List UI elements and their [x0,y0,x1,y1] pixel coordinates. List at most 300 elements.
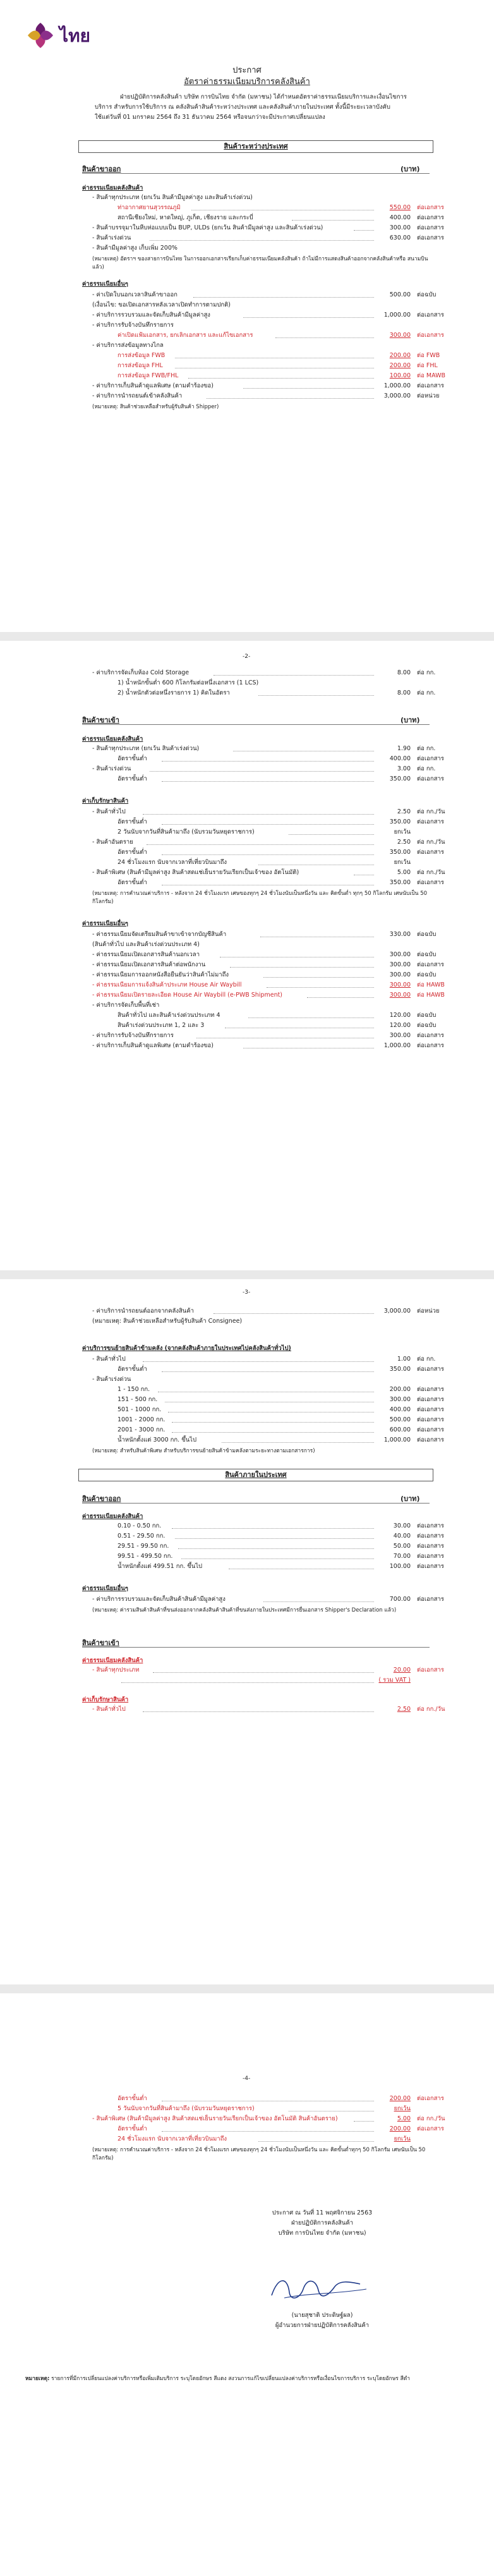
storage-fee-title: ค่าธรรมเนียมคลังสินค้า [82,1513,143,1520]
fee-value: 40.00 [393,1533,411,1540]
fee-value: 200.00 [389,362,411,369]
fee-row [0,1307,494,1316]
dot-leader [143,1355,374,1362]
fee-value: 350.00 [389,1366,411,1373]
dot-leader [181,1552,374,1559]
fee-row [0,193,494,202]
page-separator [0,632,494,641]
fee-value: 400.00 [389,755,411,762]
fee-row [0,951,494,959]
fee-label: 0.51 - 29.50 กก. [117,1533,166,1540]
fee-value: 1.00 [397,1356,411,1363]
fee-label: 24 ชั่วโมงแรก นับจากเวลาที่เที่ยวบินมาถึง [117,2136,227,2142]
fee-row [0,1375,494,1384]
dot-leader [158,1385,374,1392]
fee-label: อัตราขั้นต่ำ [117,755,147,762]
fee-label: - สินค้าทุกประเภท [92,1667,140,1674]
fee-label: - สินค้าอันตราย [92,839,133,846]
fee-label: - ค่าธรรมเนียมจัดเตรียมสินค้าขาเข้าจากบัญชีสินค้า [92,931,227,938]
dot-leader [162,755,374,762]
fee-unit: ต่อเอกสาร [417,1032,444,1039]
fee-label: 151 - 500 กก. [117,1396,158,1403]
fee-label: อัตราขั้นต่ำ [117,2095,147,2102]
fee-value: 300.00 [389,332,411,339]
fee-unit: ต่อฉบับ [417,951,437,958]
fee-label: 5 วันนับจากวันที่สินค้ามาถึง (นับรวมวันหยุดราชการ) [117,2105,255,2112]
fee-label: 29.51 - 99.50 กก. [117,1543,169,1550]
fee-value: 550.00 [389,204,411,211]
dot-leader [292,214,374,221]
fee-unit: ต่อ กก. [417,1356,436,1363]
fee-value: 300.00 [389,1032,411,1039]
fee-label: - สินค้าเร่งด่วน [92,234,131,241]
fee-unit: ต่อเอกสาร [417,1426,444,1433]
note: (หมายเหตุ: สำหรับสินค้าพิเศษ สำหรับบริการขนย้ายสินค้าข้ามคลังตามระยะทางตามเอกสารการ) [92,1448,315,1454]
logo-wordmark: ไทย [59,25,90,46]
fee-unit: ต่อเอกสาร [417,214,444,221]
fee-label: 2) น้ำหนักตัวต่อหนึ่งรายการ 1) คิดในอัตรา [117,690,230,696]
fee-label: 2001 - 3000 กก. [117,1426,166,1433]
fee-row [0,991,494,1000]
fee-row [0,930,494,939]
fee-row [0,744,494,753]
dot-leader [168,1406,374,1413]
fee-value: 2.50 [397,839,411,846]
fee-label: - สินค้าทั่วไป [92,1356,126,1363]
fee-label: - สินค้าทุกประเภท (ยกเว้น สินค้าเร่งด่วน) [92,745,200,752]
dot-leader [233,744,374,751]
dot-leader [196,1031,374,1038]
fee-unit: ต่อเอกสาร [417,961,444,968]
dot-leader [162,2125,374,2132]
fee-row [0,1011,494,1020]
fee-value: 1,000.00 [383,312,411,319]
signer-name: (นายสุชาติ ประดิษฐ์ผล) [291,2312,353,2319]
fee-row [0,679,494,688]
note: (หมายเหตุ: การคำนวณค่าบริการ - หลังจาก 24 ชั่วโมงแรก เศษของทุกๆ 24 ชั่วโมงนับเป็นหนึ่งวัน และ คิดขั้นต่ำ ทุกๆ 50 กิโลกรัม เศษนับเป็น 50 กิโลกรัม) [92,890,428,905]
dot-leader [258,689,374,696]
fee-row [0,321,494,330]
fee-row [0,311,494,320]
page-3 [0,1279,494,1984]
fee-row [0,1001,494,1010]
fee-label: - สินค้าทุกประเภท (ยกเว้น สินค้ามีมูลค่าสูง และสินค้าเร่งด่วน) [92,194,253,201]
fee-row [0,775,494,784]
fee-label: - ค่าธรรมเนียมเปิดรายละเอียด House Air Waybill (e-PWB Shipment) [92,992,283,999]
dot-leader [162,775,374,782]
fee-row [0,1532,494,1541]
other-fee-title: ค่าธรรมเนียมอื่นๆ [82,1585,128,1592]
fee-label: - ค่าบริการรับจ้างบันทึกรายการ [92,1032,174,1039]
fee-label: - ค่าบริการส่งข้อมูลทางไกล [92,342,164,349]
fee-row [0,224,494,233]
dot-leader [191,204,374,210]
fee-unit: ต่อเอกสาร [417,1533,444,1540]
dot-leader [172,1416,375,1423]
fee-value: 120.00 [389,1012,411,1019]
dot-leader [175,361,374,368]
fee-label: - ค่าบริการรับจ้างบันทึกรายการ [92,322,174,329]
fee-value: 350.00 [389,849,411,856]
baht-column-header: (บาท) [401,1495,420,1503]
fee-unit: ต่อเอกสาร [417,1563,444,1570]
fee-label: น้ำหนักตั้งแต่ 3000 กก. ขึ้นไป [117,1437,196,1443]
fee-unit: ต่อเอกสาร [417,1553,444,1560]
fee-label: สินค้าทั่วไป และสินค้าเร่งด่วนประเภท 4 [117,1012,220,1019]
signer-title: ผู้อำนวยการฝ่ายปฏิบัติการคลังสินค้า [275,2322,370,2329]
fee-value: 300.00 [389,224,411,231]
page-1 [0,0,494,632]
dot-leader [175,351,374,358]
fee-label: 501 - 1000 กก. [117,1406,162,1413]
fee-unit: ต่อเอกสาร [417,755,444,762]
fee-label: ค่าเปิดแฟ้มเอกสาร, ยกเลิกเอกสาร และแก้ไขเอกสาร [117,332,253,339]
fee-unit: ต่อเอกสาร [417,1386,444,1393]
dot-leader [263,1595,374,1602]
fee-row [0,1317,494,1326]
page-2 [0,641,494,1270]
dot-leader [225,1021,374,1028]
export-title: สินค้าขาออก [82,165,121,173]
dot-leader [275,331,374,338]
fee-value: 1.90 [397,745,411,752]
fee-label: - ค่าบริการเก็บสินค้าดูแลพิเศษ (ตามคำร้องขอ) [92,382,214,389]
fee-unit: ต่อ FHL [417,362,438,369]
baht-column-header: (บาท) [401,165,420,173]
fee-value: 2.50 [397,808,411,815]
header-rule [82,1647,430,1648]
fee-label: 2 วันนับจากวันที่สินค้ามาถึง (นับรวมวันหยุดราชการ) [117,829,255,835]
fee-unit: ต่อ กก./วัน [417,1706,445,1713]
fee-label: การส่งข้อมูล FWB [117,352,166,359]
dot-leader [258,858,374,865]
fee-value: ( รวม VAT ) [378,1677,411,1684]
fee-label: (สินค้าทั่วไป และสินค้าเร่งด่วนประเภท 4) [92,941,200,948]
fee-row [0,1385,494,1394]
fee-label: - ค่าบริการรวบรวมและจัดเก็บสินค้ามีมูลค่าสูง [92,312,210,319]
fee-value: 300.00 [389,961,411,968]
fee-value: 500.00 [389,291,411,298]
other-fee-title: ค่าธรรมเนียมอื่นๆ [82,281,128,288]
fee-value: 300.00 [389,951,411,958]
fee-row [0,234,494,243]
fee-label: - สินค้าพิเศษ (สินค้ามีมูลค่าสูง สินค้าสดแช่เย็นรายวันเรียกเป็นเจ้าของ อัตโนมัติ สินค้าอันตราย) [92,2115,338,2122]
fee-value: 120.00 [389,1022,411,1029]
dot-leader [175,1532,374,1539]
dot-leader [172,1426,375,1433]
footer-note [25,2375,467,2383]
storage-fee-title: ค่าธรรมเนียมคลังสินค้า [82,185,143,191]
thai-airways-logo [23,16,117,54]
dot-leader [307,991,374,998]
fee-unit: ต่อหน่วย [417,1308,440,1315]
fee-unit: ต่อเอกสาร [417,332,444,339]
fee-unit: ต่อเอกสาร [417,204,444,211]
fee-value: 300.00 [389,971,411,978]
fee-value: 8.00 [397,669,411,676]
dot-leader [220,951,374,957]
fee-value: 5.00 [397,2115,411,2122]
fee-unit: ต่อเอกสาร [417,224,444,231]
fee-row [0,372,494,380]
fee-value: 3.00 [397,765,411,772]
dot-leader [178,1542,374,1549]
fee-value: 300.00 [389,981,411,988]
fee-label: อัตราขั้นต่ำ [117,775,147,782]
fee-row [0,1355,494,1364]
fee-unit: ต่อเอกสาร [417,818,444,825]
fee-unit: ต่อเอกสาร [417,1366,444,1373]
storage-fee-title: ค่าธรรมเนียมคลังสินค้า [82,736,143,743]
signature [265,2270,373,2308]
fee-label: - ค่าบริการจัดเก็บห้อง Cold Storage [92,669,190,676]
fee-row [0,858,494,867]
dot-leader [289,2105,374,2111]
fee-label: สถานีเชียงใหม่, หาดใหญ่, ภูเก็ต, เชียงราย และกระบี่ [117,214,253,221]
fee-row [0,669,494,677]
fee-row [0,1542,494,1551]
fee-row [0,1552,494,1561]
fee-row [0,981,494,990]
fee-value: 3,000.00 [383,392,411,399]
fee-unit: ต่อเอกสาร [417,1543,444,1550]
dot-leader [243,382,374,389]
fee-row [0,1666,494,1675]
fee-row [0,204,494,212]
fee-unit: ต่อฉบับ [417,971,437,978]
fee-label: - ค่าบริการเก็บสินค้าดูแลพิเศษ (ตามคำร้องขอ) [92,1042,214,1049]
footer-label: หมายเหตุ: [25,2376,50,2382]
dot-leader [289,828,374,835]
fee-row [0,351,494,360]
fee-value: 350.00 [389,775,411,782]
fee-unit: ต่อ MAWB [417,372,445,379]
fee-value: 300.00 [389,1396,411,1403]
fee-value: ยกเว้น [394,829,411,835]
fee-row [0,1562,494,1571]
fee-row [0,689,494,698]
dot-leader [172,1522,375,1529]
fee-value: 5.00 [397,869,411,876]
dot-leader [243,311,374,318]
fee-row [0,382,494,391]
fee-label: - สินค้าเร่งด่วน [92,1376,131,1383]
fee-value: 400.00 [389,1406,411,1413]
note: (หมายเหตุ: สินค้าช่วยเหลือสำหรับผู้รับสินค้า Shipper) [92,404,219,410]
fee-unit: ต่อเอกสาร [417,1042,444,1049]
fee-row [0,961,494,969]
fee-unit: ต่อเอกสาร [417,1522,444,1529]
dot-leader [207,392,374,399]
fee-unit: ต่อเอกสาร [417,382,444,389]
dot-leader [230,961,374,968]
fee-value: 1,000.00 [383,1437,411,1443]
dot-leader [229,1562,374,1569]
fee-value: 200.00 [389,352,411,359]
dot-leader [162,818,374,825]
fee-unit: ต่อเอกสาร [417,312,444,319]
dot-leader [354,2115,374,2122]
fee-label: - สินค้าพิเศษ (สินค้ามีมูลค่าสูง สินค้าสดแช่เย็นรายวันเรียกเป็นเจ้าของ อัตโนมัติ) [92,869,299,876]
fee-unit: ต่อเอกสาร [417,1416,444,1423]
fee-row [0,301,494,310]
dot-leader [150,234,374,241]
fee-label: อัตราขั้นต่ำ [117,818,147,825]
fee-label: - ค่าธรรมเนียมการออกหนังสือยืนยันว่าสินค้าไม่มาถึง [92,971,229,978]
fee-label: - ค่าบริการรวบรวมและจัดเก็บสินค้าสินค้ามีมูลค่าสูง [92,1596,226,1603]
fee-row [0,1595,494,1604]
fee-label: - สินค้าบรรจุมาในหีบห่อแบบเป็น BUP, ULDs (ยกเว้น สินค้ามีมูลค่าสูง และสินค้าเร่งด่วน) [92,224,323,231]
dot-leader [258,2135,374,2142]
fee-unit: ต่อเอกสาร [417,775,444,782]
dot-leader [162,848,374,855]
fee-label: น้ำหนักตั้งแต่ 499.51 กก. ขึ้นไป [117,1563,203,1570]
fee-unit: ต่อเอกสาร [417,2125,444,2132]
fee-row [0,331,494,340]
intro-line: ใช้แต่วันที่ 01 มกราคม 2564 ถึง 31 ธันวาคม 2564 หรือจนกว่าจะมีประกาศเปลี่ยนแปลง [95,114,325,121]
fee-label: อัตราขั้นต่ำ [117,2125,147,2132]
fee-row [0,1436,494,1445]
fee-row [0,1021,494,1030]
fee-value: 100.00 [389,372,411,379]
fee-row [0,971,494,980]
fee-row [0,940,494,949]
fee-row [0,361,494,370]
dot-leader [243,1042,374,1048]
fee-value: 20.00 [393,1667,411,1674]
fee-value: 200.00 [389,2125,411,2132]
dot-leader [260,930,374,937]
fee-row [0,392,494,401]
fee-value: 200.00 [389,1386,411,1393]
fee-label: - สินค้าเร่งด่วน [92,765,131,772]
fee-unit: ต่อ กก./วัน [417,808,445,815]
fee-unit: ต่อฉบับ [417,1012,437,1019]
fee-label: การส่งข้อมูล FWB/FHL [117,372,179,379]
fee-row [0,1416,494,1425]
fee-row [0,818,494,827]
fee-unit: ต่อ กก. [417,745,436,752]
fee-label: - ค่าบริการนำรถยนต์เข้าคลังสินค้า [92,392,183,399]
fee-value: 1,000.00 [383,1042,411,1049]
fee-value: ยกเว้น [394,2105,411,2112]
fee-unit: ต่อ HAWB [417,992,445,999]
note: (หมายเหตุ: ค่ารวมสินค้าสินค้าที่ขนส่งออกจากคลังสินค้าสินค้าที่ขนส่งภายในประเทศมีการยื่นเอกสาร Shipper's Declaration แล้ว) [92,1607,397,1613]
fee-label: ท่าอากาศยานสุวรรณภูมิ [117,204,181,211]
dot-leader [162,878,374,885]
fee-label: การส่งข้อมูล FHL [117,362,163,369]
fee-value: 200.00 [389,2095,411,2102]
fee-value: 70.00 [393,1553,411,1560]
fee-value: 2.50 [397,1706,411,1713]
fee-unit: ต่อ FWB [417,352,440,359]
fee-row [0,341,494,350]
fee-label: อัตราขั้นต่ำ [117,879,147,886]
fee-label: - ค่าบริการนำรถยนต์ออกจากคลังสินค้า [92,1308,194,1315]
fee-label: 1001 - 2000 กก. [117,1416,166,1423]
note: (หมายเหตุ) อัตราฯ ของสายการบินไทย ในการออกเอกสารเรียกเก็บค่าธรรมเนียมคลังสินค้า ถ้าไม่มีการแสดงสินค้าออกจากคลังสินค้าหรือ สนามบินแล้ว) [92,256,428,270]
fee-row [0,765,494,774]
dot-leader [162,2094,374,2101]
footer-text: รายการที่มีการเปลี่ยนแปลงค่าบริการหรือเพิ่มเติมบริการ ระบุโดยอักษร สีแดง สงวนการแก้ไขเปลี่ยนแปลงค่าบริการหรือเงื่อนไขการบริการ ระบุโดยอักษร สีดำ [51,2376,411,2382]
fee-unit: ต่อฉบับ [417,931,437,938]
fee-unit: ต่อ กก./วัน [417,839,445,846]
fee-value: 700.00 [389,1596,411,1603]
fee-row [0,828,494,837]
fee-value: 3,000.00 [383,1308,411,1315]
notice-subtitle: อัตราค่าธรรมเนียมบริการคลังสินค้า [184,77,310,87]
fee-unit: ต่อ HAWB [417,981,445,988]
fee-label: - ค่าบริการจัดเก็บพื้นที่เช่า [92,1002,160,1009]
header-rule [82,173,430,174]
fee-label: 1) น้ำหนักขั้นต่ำ 600 กิโลกรัมต่อหนึ่งเอกสาร (1 LCS) [117,679,259,686]
fee-label: 24 ชั่วโมงแรก นับจากเวลาที่เที่ยวบินมาถึง [117,859,227,866]
page-4 [0,1993,494,2576]
fee-row [0,1365,494,1374]
fee-unit: ต่อ กก./วัน [417,869,445,876]
fee-row [0,1042,494,1050]
fee-row [0,848,494,857]
note: (หมายเหตุ: การคำนวณค่าบริการ - หลังจาก 24 ชั่วโมงแรก เศษของทุกๆ 24 ชั่วโมงนับเป็นหนึ่งวัน และ คิดขั้นต่ำทุกๆ 50 กิโลกรัม เศษนับเป็น 50 กิโลกรัม) [92,2147,426,2161]
fee-value: ยกเว้น [394,859,411,866]
fee-row [0,1522,494,1531]
fee-row [0,755,494,763]
fee-value: 500.00 [389,1416,411,1423]
fee-row [0,2094,494,2103]
fee-label: - ค่าธรรมเนียมเปิดเอกสารสินค้าต่อพนักงาน [92,961,206,968]
other-fee-title: ค่าธรรมเนียมอื่นๆ [82,920,128,927]
export-title: สินค้าขาออก [82,1495,121,1503]
fee-unit: ต่อเอกสาร [417,2095,444,2102]
fee-row [0,878,494,887]
fee-row [0,2135,494,2144]
section-international: สินค้าระหว่างประเทศ [78,140,433,153]
fee-unit: ต่อ กก./วัน [417,2115,445,2122]
dot-leader [147,838,375,845]
import-title: สินค้าขาเข้า [82,716,119,724]
page-number: -4- [243,2075,251,2082]
fee-unit: ต่อฉบับ [417,1022,437,1029]
fee-value: 1,000.00 [383,382,411,389]
fee-label: อัตราขั้นต่ำ [117,1366,147,1373]
fee-row [0,214,494,222]
fee-row [0,291,494,300]
fee-value: 8.00 [397,690,411,696]
fee-row [0,1031,494,1040]
fee-label: - ค่าเปิดใบนอกเวลาสินค้าขาออก [92,291,178,298]
fee-label: - สินค้ามีมูลค่าสูง เก็บเพิ่ม 200% [92,245,178,252]
dot-leader [267,981,374,988]
page-separator [0,1270,494,1279]
fee-label: - สินค้าทั่วไป [92,808,126,815]
intro-line: ฝ่ายปฏิบัติการคลังสินค้า บริษัท การบินไทย จำกัด (มหาชน) ได้กำหนดอัตราค่าธรรมเนียมบริการและเงื่อนไขการ [120,94,407,100]
fee-unit: ต่อ กก. [417,765,436,772]
dot-leader [153,1666,374,1673]
fee-unit: ต่อฉบับ [417,291,437,298]
fee-value: ยกเว้น [394,2136,411,2142]
fee-label: สินค้าเร่งด่วนประเภท 1, 2 และ 3 [117,1022,205,1029]
storage-fee-title: ค่าธรรมเนียมคลังสินค้า [82,1657,143,1664]
fee-row [0,1676,494,1685]
fee-label: - สินค้าทั่วไป [92,1706,126,1713]
fee-row [0,2125,494,2134]
section-domestic: สินค้าภายในประเทศ [78,1469,433,1481]
fee-label: - ค่าธรรมเนียมการแจ้งสินค้าประเภท House Air Waybill [92,981,242,988]
fee-unit: ต่อเอกสาร [417,879,444,886]
fee-row [0,2115,494,2123]
fee-value: 300.00 [389,992,411,999]
fee-value: 100.00 [389,1563,411,1570]
